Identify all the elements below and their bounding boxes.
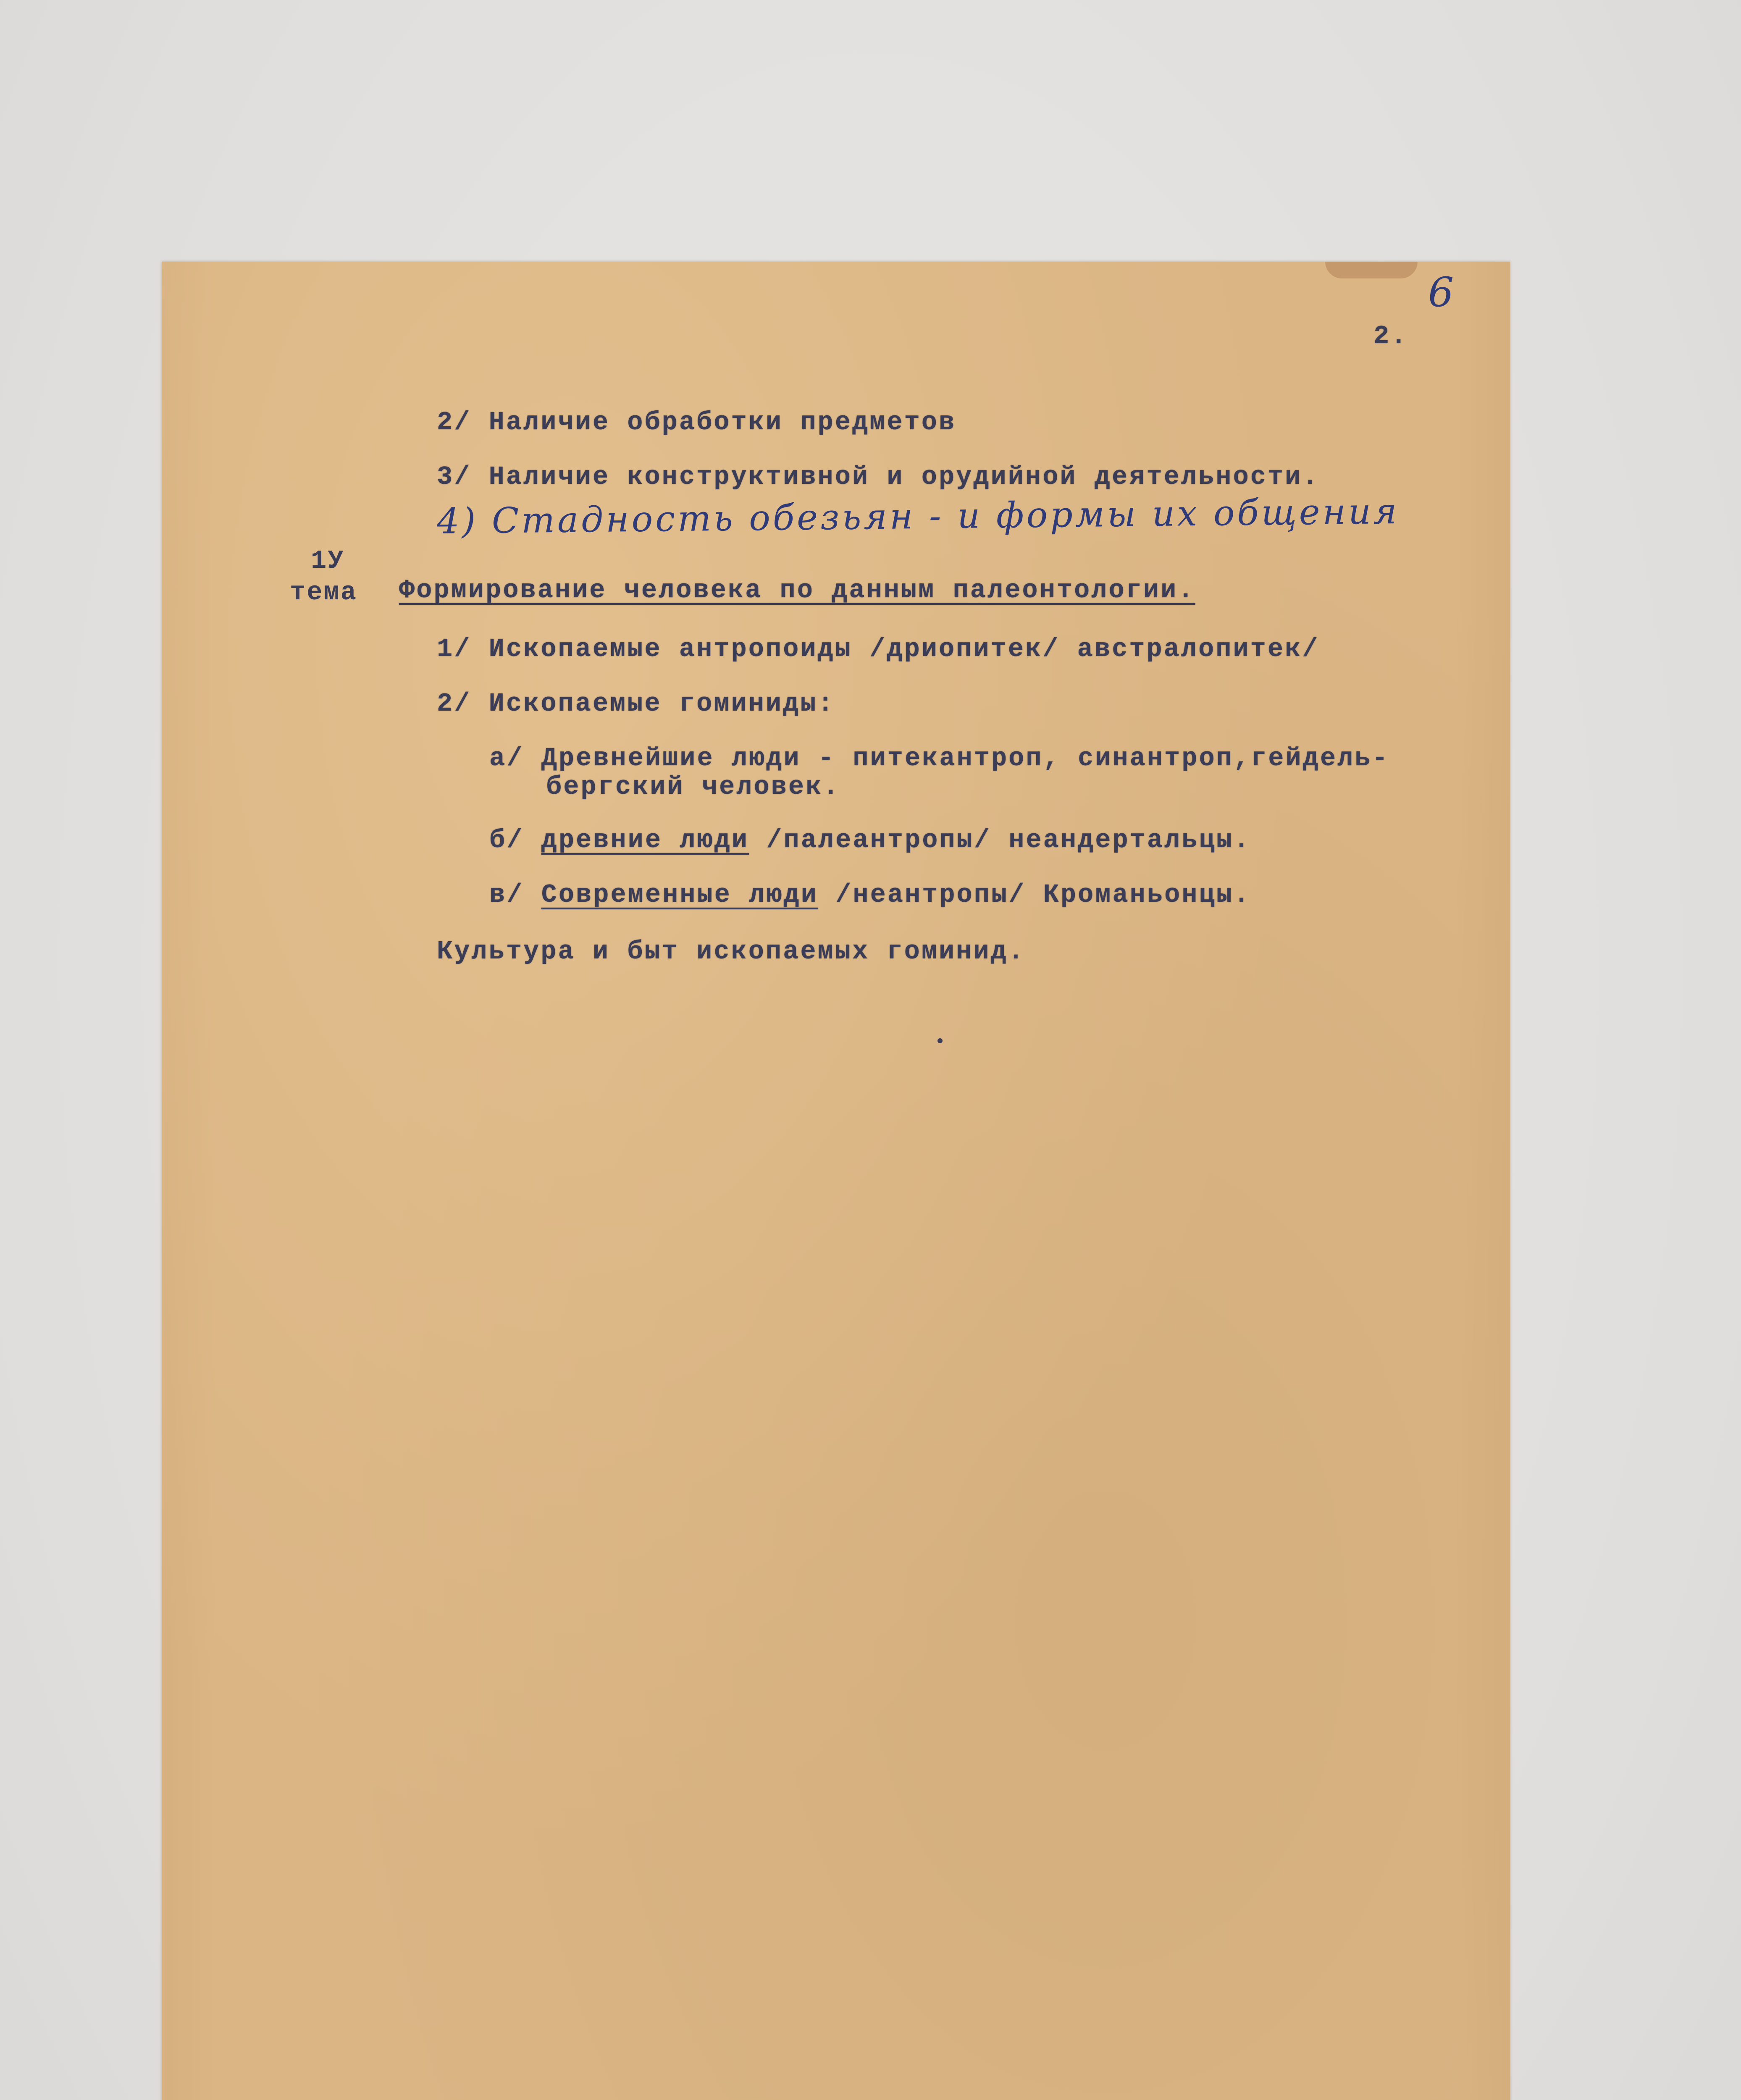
handwritten-item-4: 4) Стадность обезьян - и формы их общения — [436, 491, 1400, 542]
sub-item-2: 2/ Ископаемые гоминиды: — [437, 689, 835, 719]
section-number: 1У — [311, 546, 345, 576]
closing-line: Культура и быт ископаемых гоминид. — [437, 937, 1026, 966]
handwritten-folio-number: 6 — [1428, 269, 1454, 316]
sub-item-b-underlined: древние люди — [541, 825, 749, 855]
section-title: Формирование человека по данным палеонтологии. — [399, 575, 1195, 605]
ink-dot — [937, 1038, 943, 1043]
sub-item-b — [489, 825, 1251, 855]
sub-item-b-rest: /палеантропы/ неандертальцы. — [766, 825, 1251, 855]
sub-item-v-underlined: Современные люди — [541, 880, 818, 910]
sub-item-a-line1: а/ Древнейшие люди - питекантроп, синантроп,гейдель- — [489, 743, 1389, 773]
sub-item-1: 1/ Ископаемые антропоиды /дриопитек/ австралопитек/ — [437, 634, 1320, 664]
page-number: 2. — [1373, 321, 1408, 351]
sub-item-a-line2: бергский человек. — [546, 772, 840, 802]
sub-item-v — [489, 880, 1251, 910]
item-2: 2/ Наличие обработки предметов — [437, 407, 956, 437]
section-label: тема — [290, 578, 357, 607]
sub-item-v-prefix: в/ — [489, 880, 524, 910]
sub-item-v-rest: /неантропы/ Кроманьонцы. — [835, 880, 1251, 910]
sub-item-b-prefix: б/ — [489, 825, 524, 855]
item-3: 3/ Наличие конструктивной и орудийной деятельности. — [437, 462, 1320, 492]
paper-edge-damage — [1325, 262, 1418, 278]
